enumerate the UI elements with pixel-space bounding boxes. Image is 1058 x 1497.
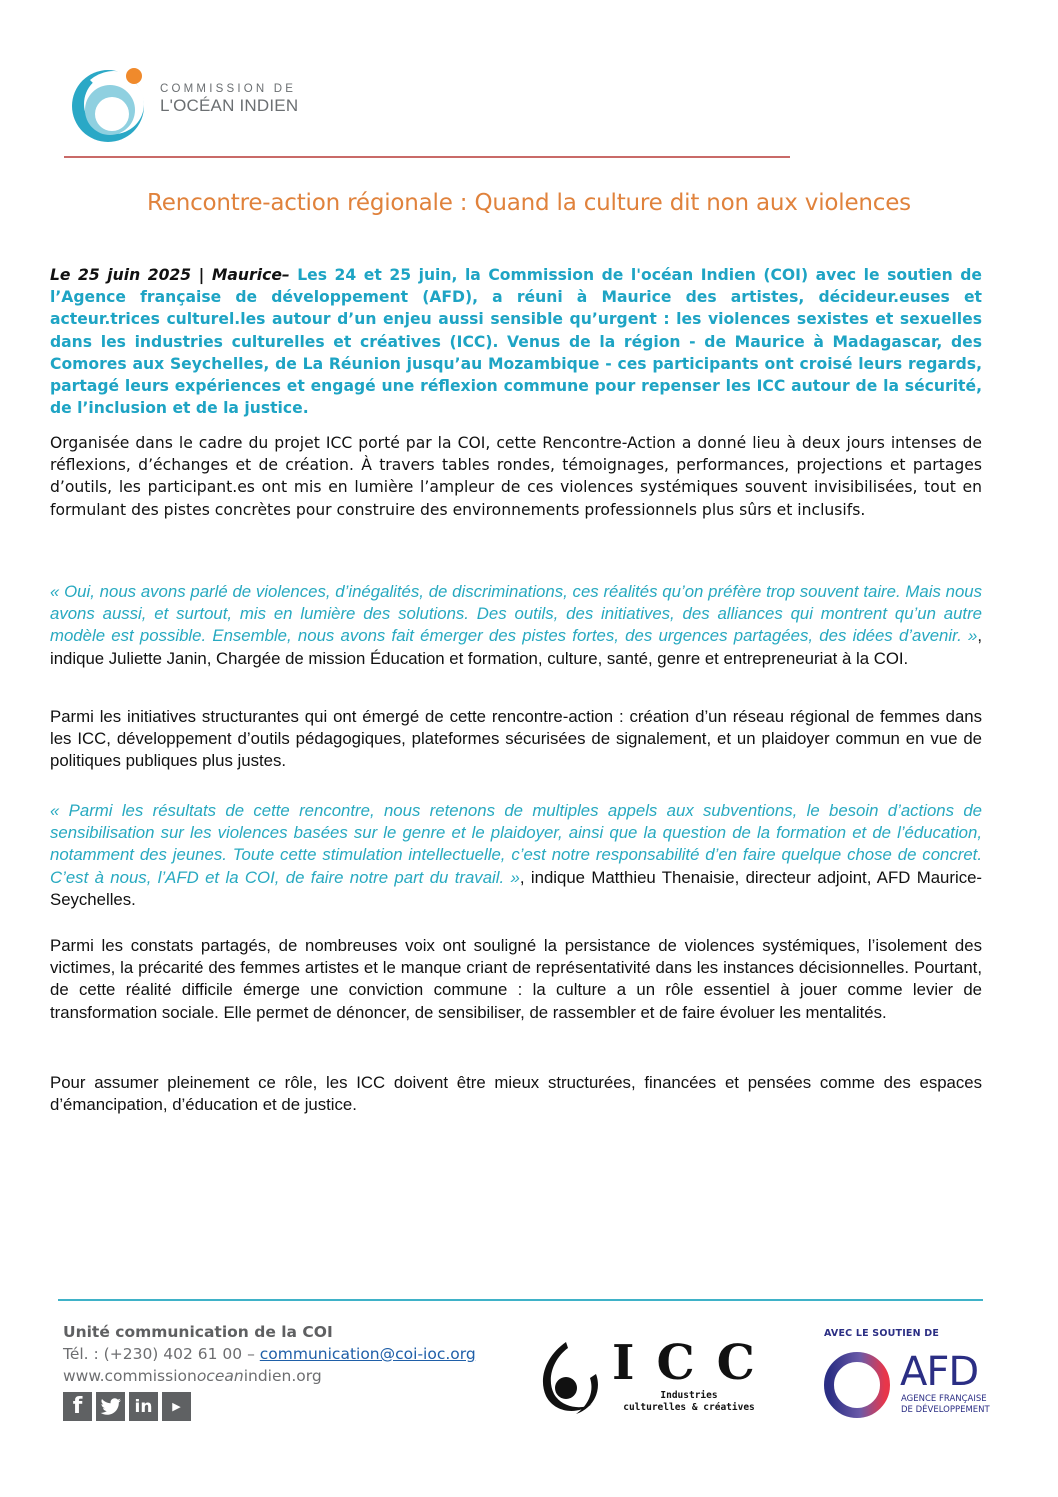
quote-attribution-janin: , indique Juliette Janin, Chargée de mission Éducation et formation, culture, santé, genre et entrepreneuriat à la COI. [50, 626, 982, 668]
logo-line-2: L'OCÉAN INDIEN [160, 96, 299, 115]
paragraph-4: Pour assumer pleinement ce rôle, les ICC doivent être mieux structurées, financées et pensées comme des espaces d’émancipation, d’éducation et de justice. [50, 1073, 982, 1115]
facebook-glyph: f [72, 1394, 83, 1419]
coi-logo-text [160, 82, 298, 116]
linkedin-glyph: in [134, 1396, 153, 1417]
website-part-2: ocean [196, 1367, 244, 1385]
website-link[interactable] [63, 1365, 476, 1387]
footer-divider [58, 1299, 983, 1301]
icc-logo-subtitle [614, 1390, 764, 1414]
twitter-icon[interactable] [96, 1392, 125, 1421]
youtube-icon[interactable] [162, 1392, 191, 1421]
quote-paragraph-1 [50, 581, 982, 670]
icc-logo-text: ICC [612, 1335, 777, 1391]
logo-line-1: COMMISSION DE [160, 83, 297, 95]
afd-logo-subtitle [901, 1394, 990, 1416]
facebook-icon[interactable] [63, 1392, 92, 1421]
afd-sub-line-1: AGENCE FRANÇAISE [901, 1394, 987, 1404]
icc-sub-line-1: Industries [660, 1390, 718, 1401]
afd-support-label: AVEC LE SOUTIEN DE [824, 1328, 940, 1339]
paragraph-2: Parmi les initiatives structurantes qui ont émergé de cette rencontre-action : création d’un réseau régional de femmes dans les ICC, développement d’outils pédagogiques, plateformes sécurisées de signalement, et un plaidoyer commun en vue de politiques publiques plus justes. [50, 707, 982, 771]
paragraph-3: Parmi les constats partagés, de nombreuses voix ont souligné la persistance de violences systémiques, l’isolement des victimes, la précarité des femmes artistes et le manque criant de représentativité dans les instances décisionnelles. Pourtant, de cette réalité difficile émerge une conviction commune : la culture a un rôle essentiel à jouer comme levier de transformation sociale. Elle permet de dénoncer, de sensibiliser, de rassembler et de faire évoluer les mentalités. [50, 936, 982, 1022]
icc-sub-line-2: culturelles & créatives [623, 1402, 755, 1413]
icc-logo-icon [536, 1338, 608, 1418]
quote-janin: « Oui, nous avons parlé de violences, d’inégalités, de discriminations, ces réalités qu’on préfère trop souvent taire. Mais nous avons aussi, et surtout, mis en lumière des solutions. Des outils, des initiatives, des alliances qui montrent qu’un autre modèle est possible. Ensemble, nous avons fait émerger des pistes fortes, des urgences partagées, des idées d’avenir. » [50, 582, 982, 646]
contact-phone-line [63, 1343, 476, 1365]
linkedin-icon[interactable] [129, 1392, 158, 1421]
social-links [63, 1392, 191, 1421]
contact-unit: Unité communication de la COI [63, 1323, 333, 1341]
twitter-bird [100, 1398, 122, 1416]
lead-paragraph [50, 264, 982, 419]
page-title: Rencontre-action régionale : Quand la culture dit non aux violences [147, 190, 911, 216]
youtube-glyph: ▶ [172, 1400, 181, 1413]
afd-logo-text: AFD [900, 1349, 979, 1395]
quote-paragraph-2 [50, 800, 982, 911]
lead-text: Les 24 et 25 juin, la Commission de l'océan Indien (COI) avec le soutien de l’Agence française de développement (AFD), a réuni à Maurice des artistes, décideur.euses et acteur.trices culturel.les autour d’un enjeu aussi sensible qu’urgent : les violences sexistes et sexuelles dans les industries culturelles et créatives (ICC). Venus de la région - de Maurice à Madagascar, des Comores aux Seychelles, de La Réunion jusqu’au Mozambique - ces participants ont croisé leurs regards, partagé leurs expériences et engagé une réflexion commune pour repenser les ICC autour de la sécurité, de l’inclusion et de la justice. [50, 266, 982, 418]
afd-ring-icon [822, 1350, 892, 1420]
header-divider [64, 156, 790, 158]
website-part-3: indien.org [243, 1367, 322, 1385]
quote-attribution-thenaisie: , indique Matthieu Thenaisie, directeur adjoint, AFD Maurice-Seychelles. [50, 867, 983, 909]
website-part-1: www.commission [63, 1367, 197, 1385]
contact-email-link[interactable]: communication@coi-ioc.org [259, 1345, 476, 1363]
dateline: Le 25 juin 2025 | Maurice– [50, 266, 290, 284]
contact-block [63, 1321, 476, 1387]
afd-sub-line-2: DE DÉVELOPPEMENT [901, 1405, 990, 1415]
quote-thenaisie: « Parmi les résultats de cette rencontre, nous retenons de multiples appels aux subventions, le besoin d’actions de sensibilisation sur les violences basées sur le genre et le plaidoyer, ainsi que la question de la formation et de l’éducation, notamment des jeunes. Toute cette stimulation intellectuelle, c’est notre responsabilité d’en faire quelque chose de concret. C’est à nous, l’AFD et la COI, de faire notre part du travail. » [50, 801, 982, 887]
coi-logo-icon [68, 60, 152, 144]
contact-phone: Tél. : (+230) 402 61 00 – [63, 1345, 260, 1363]
paragraph-1: Organisée dans le cadre du projet ICC porté par la COI, cette Rencontre-Action a donné lieu à deux jours intenses de réflexions, d’échanges et de création. À travers tables rondes, témoignages, performances, projections et partages d’outils, les participant.es ont mis en lumière l’ampleur de ces violences systémiques souvent invisibilisées, tout en formulant des pistes concrètes pour construire des environnements professionnels plus sûrs et inclusifs. [50, 434, 982, 519]
